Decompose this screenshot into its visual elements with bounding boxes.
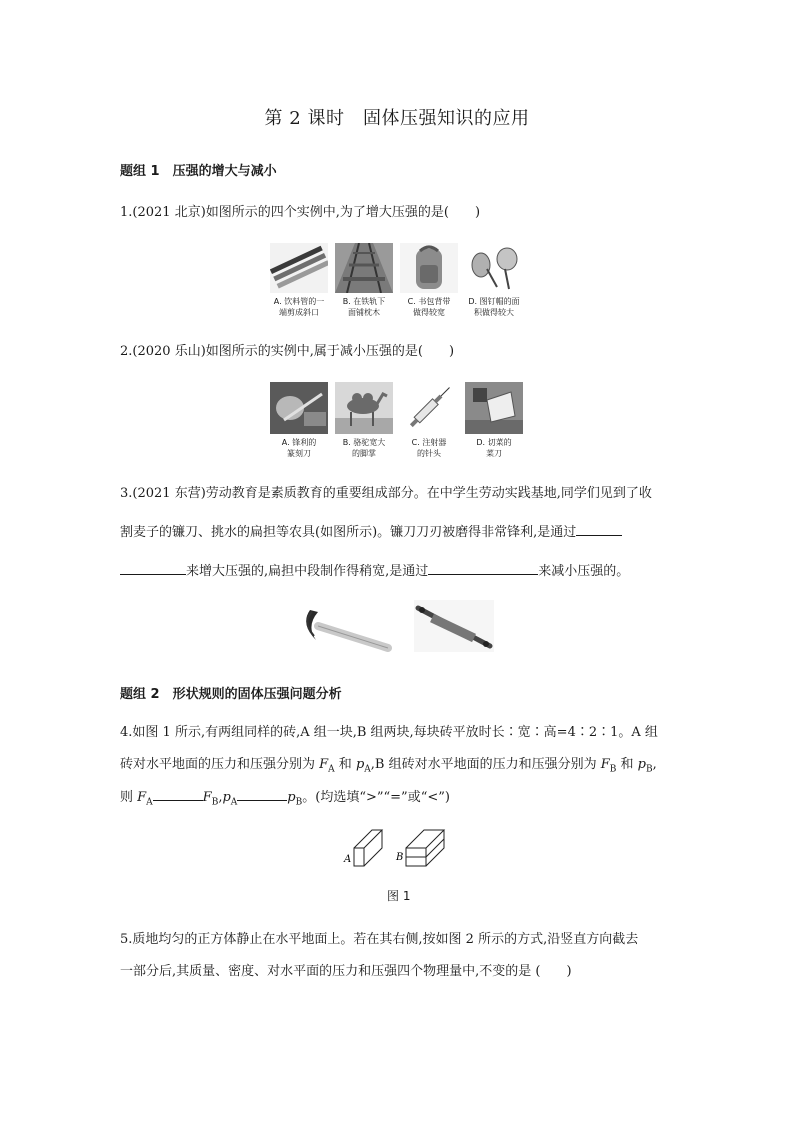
figure-1-caption: 图 1 xyxy=(387,889,411,903)
question-4-conjunction: 和 xyxy=(616,757,638,772)
q2-caption-c-line2: 的针头 xyxy=(417,449,441,458)
q1-option-a xyxy=(270,243,328,318)
q2-option-b xyxy=(335,382,393,459)
figure-1-bricks xyxy=(340,823,466,879)
symbol-F: F xyxy=(137,790,147,805)
q1-caption-c-line2: 做得较宽 xyxy=(413,308,445,317)
question-4-line1: 4.如图 1 所示,有两组同样的砖,A 组一块,B 组两块,每块砖平放时长∶宽∶高=4∶2∶1。A 组 xyxy=(120,725,658,740)
q1-caption-a-line1: A. 饮料管的一 xyxy=(273,297,325,306)
brick-b xyxy=(406,830,444,866)
q1-figure-row xyxy=(270,243,523,318)
q1-option-b xyxy=(335,243,393,318)
symbol-F: F xyxy=(202,790,212,805)
question-4-line3 xyxy=(120,786,450,813)
subscript-B: B xyxy=(295,797,303,808)
symbol-F: F xyxy=(319,757,329,772)
question-3-line2-text: 割麦子的镰刀、挑水的扁担等农具(如图所示)。镰刀刀刃被磨得非常锋利,是通过 xyxy=(120,525,577,540)
question-5-line1: 5.质地均匀的正方体静止在水平地面上。若在其右侧,按如图 2 所示的方式,沿竖直方向截去 xyxy=(120,932,639,947)
symbol-p: p xyxy=(355,757,365,772)
q2-caption-a-line2: 篆刻刀 xyxy=(287,449,311,458)
q2-caption-d-line1: D. 切菜的 xyxy=(476,438,512,447)
answer-blank-3[interactable] xyxy=(153,786,203,801)
question-2-text: 2.(2020 乐山)如图所示的实例中,属于减小压强的是( ) xyxy=(120,344,455,359)
carrying-pole-image xyxy=(414,600,494,656)
question-3-line1: 3.(2021 东营)劳动教育是素质教育的重要组成部分。在中学生劳动实践基地,同学们见到了收 xyxy=(120,486,652,501)
subscript-A: A xyxy=(328,764,335,775)
subscript-B: B xyxy=(645,764,653,775)
symbol-p: p xyxy=(287,790,296,805)
question-3-line3-text-b: 来减小压强的。 xyxy=(538,564,630,579)
section-heading-1: 题组 1 压强的增大与减小 xyxy=(120,164,277,179)
q2-figure-row xyxy=(270,382,523,459)
question-1-text: 1.(2021 北京)如图所示的四个实例中,为了增大压强的是( ) xyxy=(120,205,481,220)
camel-image xyxy=(335,382,393,434)
q1-caption-b-line1: B. 在铁轨下 xyxy=(342,297,386,306)
symbol-p: p xyxy=(222,790,231,805)
subscript-A: A xyxy=(364,764,371,775)
symbol-F: F xyxy=(600,757,610,772)
brick-a-label: A xyxy=(344,854,352,865)
answer-blank-4[interactable] xyxy=(237,786,287,801)
thumbtack-image xyxy=(465,243,523,293)
question-4-line2-text-c: ,B 组砖对水平地面的压力和压强分别为 xyxy=(370,757,601,772)
question-3-line3-text-a: 来增大压强的,扁担中段制作得稍宽,是通过 xyxy=(186,564,429,579)
q1-caption-d-line1: D. 图钉帽的面 xyxy=(468,297,520,306)
subscript-B: B xyxy=(609,764,617,775)
q1-option-d xyxy=(465,243,523,318)
section-heading-2: 题组 2 形状规则的固体压强问题分析 xyxy=(120,687,342,702)
backpack-image xyxy=(400,243,458,293)
question-4-line2-text-e: , xyxy=(652,757,657,772)
carving-knife-image xyxy=(270,382,328,434)
question-4-line3-text-c: 。(均选填“>”“=”或“<”) xyxy=(302,790,450,805)
q2-option-d xyxy=(465,382,523,459)
sickle-image xyxy=(296,596,396,658)
subscript-A: A xyxy=(230,797,238,808)
subscript-B: B xyxy=(211,797,219,808)
syringe-image xyxy=(400,382,458,434)
q2-caption-a-line1: A. 锋利的 xyxy=(281,438,317,447)
q1-caption-b-line2: 面铺枕木 xyxy=(348,308,380,317)
q1-caption-a-line2: 端剪成斜口 xyxy=(279,308,319,317)
q2-caption-b-line1: B. 骆驼宽大 xyxy=(342,438,386,447)
question-4-line2 xyxy=(120,755,657,780)
answer-blank-1a[interactable] xyxy=(576,521,622,536)
question-4-line3-text-a: 则 xyxy=(120,790,138,805)
q1-caption-d-line2: 积做得较大 xyxy=(474,308,514,317)
q2-caption-b-line2: 的脚掌 xyxy=(352,449,376,458)
q1-caption-c-line1: C. 书包背带 xyxy=(407,297,451,306)
brick-a xyxy=(354,830,382,866)
q2-caption-d-line2: 菜刀 xyxy=(486,449,502,458)
kitchen-knife-image xyxy=(465,382,523,434)
subscript-A: A xyxy=(146,797,153,808)
question-5-line2: 一部分后,其质量、密度、对水平面的压力和压强四个物理量中,不变的是 ( ) xyxy=(120,964,572,979)
question-4-separator: , xyxy=(218,790,223,805)
brick-b-label: B xyxy=(396,852,404,863)
answer-blank-2[interactable] xyxy=(428,560,538,575)
question-3-line3 xyxy=(120,560,629,582)
q2-caption-c-line1: C. 注射器 xyxy=(411,438,447,447)
question-3-line2 xyxy=(120,521,622,543)
answer-blank-1b[interactable] xyxy=(120,560,186,575)
page-title: 第 2 课时 固体压强知识的应用 xyxy=(264,108,530,129)
symbol-p: p xyxy=(637,757,646,772)
q2-option-c xyxy=(400,382,458,459)
q2-option-a xyxy=(270,382,328,459)
question-4-conjunction: 和 xyxy=(334,757,356,772)
q1-option-c xyxy=(400,243,458,318)
railway-image xyxy=(335,243,393,293)
question-4-line2-text-a: 砖对水平地面的压力和压强分别为 xyxy=(120,757,320,772)
straws-image xyxy=(270,243,328,293)
